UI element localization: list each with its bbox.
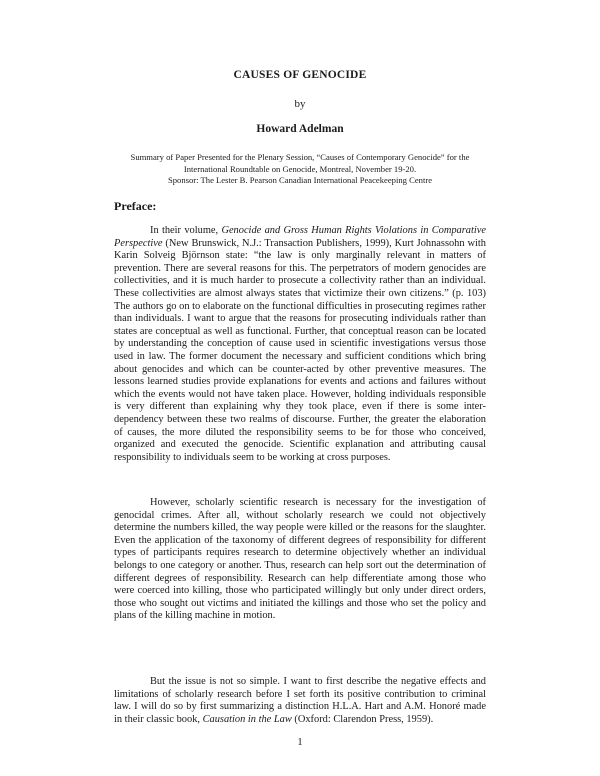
paragraph-1 [114,225,486,464]
paper-summary [100,152,500,187]
book-title-genocide: Genocide and Gross Human Rights Violations in Comparative Perspective [114,225,486,249]
author-name: Howard Adelman [256,123,344,135]
paragraph-3-text-b: (Oxford: Clarendon Press, 1959). [291,713,434,725]
document-title: CAUSES OF GENOCIDE [233,69,367,81]
page-number: 1 [297,737,303,748]
book-title-causation: Causation in the Law [202,713,292,725]
section-heading-preface: Preface: [114,199,157,213]
summary-line-1: Summary of Paper Presented for the Plenary Session, “Causes of Contemporary Genocide” for the [130,152,470,162]
paragraph-3-text-a: But the issue is not so simple. I want to first describe the negative effects and limitations of scholarly research before I set forth its positive contribution to criminal law. I will do so by first summarizing a distinction H.L.A. Hart and A.M. Honoré made in their classic book, [114,676,486,725]
paragraph-3 [114,676,486,726]
paragraph-1-text-b: (New Brunswick, N.J.: Transaction Publishers, 1999), Kurt Johnassohn with Karin Solveig Björnson state: “the law is only marginally relevant in matters of prevention. There are several reasons for this. The perpetrators of modern genocides are collectivities, and it is much harder to prosecute a collectivity rather than an individual. These collectivities are almost always states that victimize their own citizens.” (p. 103) The authors go on to elaborate on the functional difficulties in prosecuting regimes rather than individuals. I want to argue that the reasons for prosecuting individuals rather than states are conceptual as well as functional. Further, that conceptual reason can be located by understanding the conception of cause used in scientific investigations versus those used in law. The former document the necessary and sufficient conditions which bring about genocides and which can be counter-acted by other preventive measures. The lessons learned studies provide explanations for events and actions and failures without which the events would not have taken place. However, holding individuals responsible is very different than explaining why they took place, even if there is some inter-dependency between these two realms of discourse. Further, the greater the elaboration of causes, the more diluted the responsibility seems to be for those who conceived, organized and executed the genocide. Scientific explanation and attributing causal responsibility to individuals seem to be working at cross purposes. [114,237,486,463]
paragraph-2: However, scholarly scientific research is necessary for the investigation of genocidal crimes. After all, without scholarly research we could not objectively determine the numbers killed, the way people were killed or the reasons for the slaughter. Even the application of the taxonomy of different degrees of responsibility for different types of participants requires research to determine objectively whether an individual belongs to one category or another. Thus, research can help sort out the determination of different degrees of responsibility. Research can help differentiate among those who were coerced into killing, those who participated willingly but only under direct orders, those who sought out victims and initiated the killings and those who set the policy and plans of the killing machine in motion. [114,497,486,622]
paragraph-1-text-a: In their volume, [150,225,222,236]
summary-line-2: International Roundtable on Genocide, Montreal, November 19-20. [183,163,417,174]
summary-line-3: Sponsor: The Lester B. Pearson Canadian International Peacekeeping Centre [167,175,433,186]
byline-by: by [294,98,306,110]
